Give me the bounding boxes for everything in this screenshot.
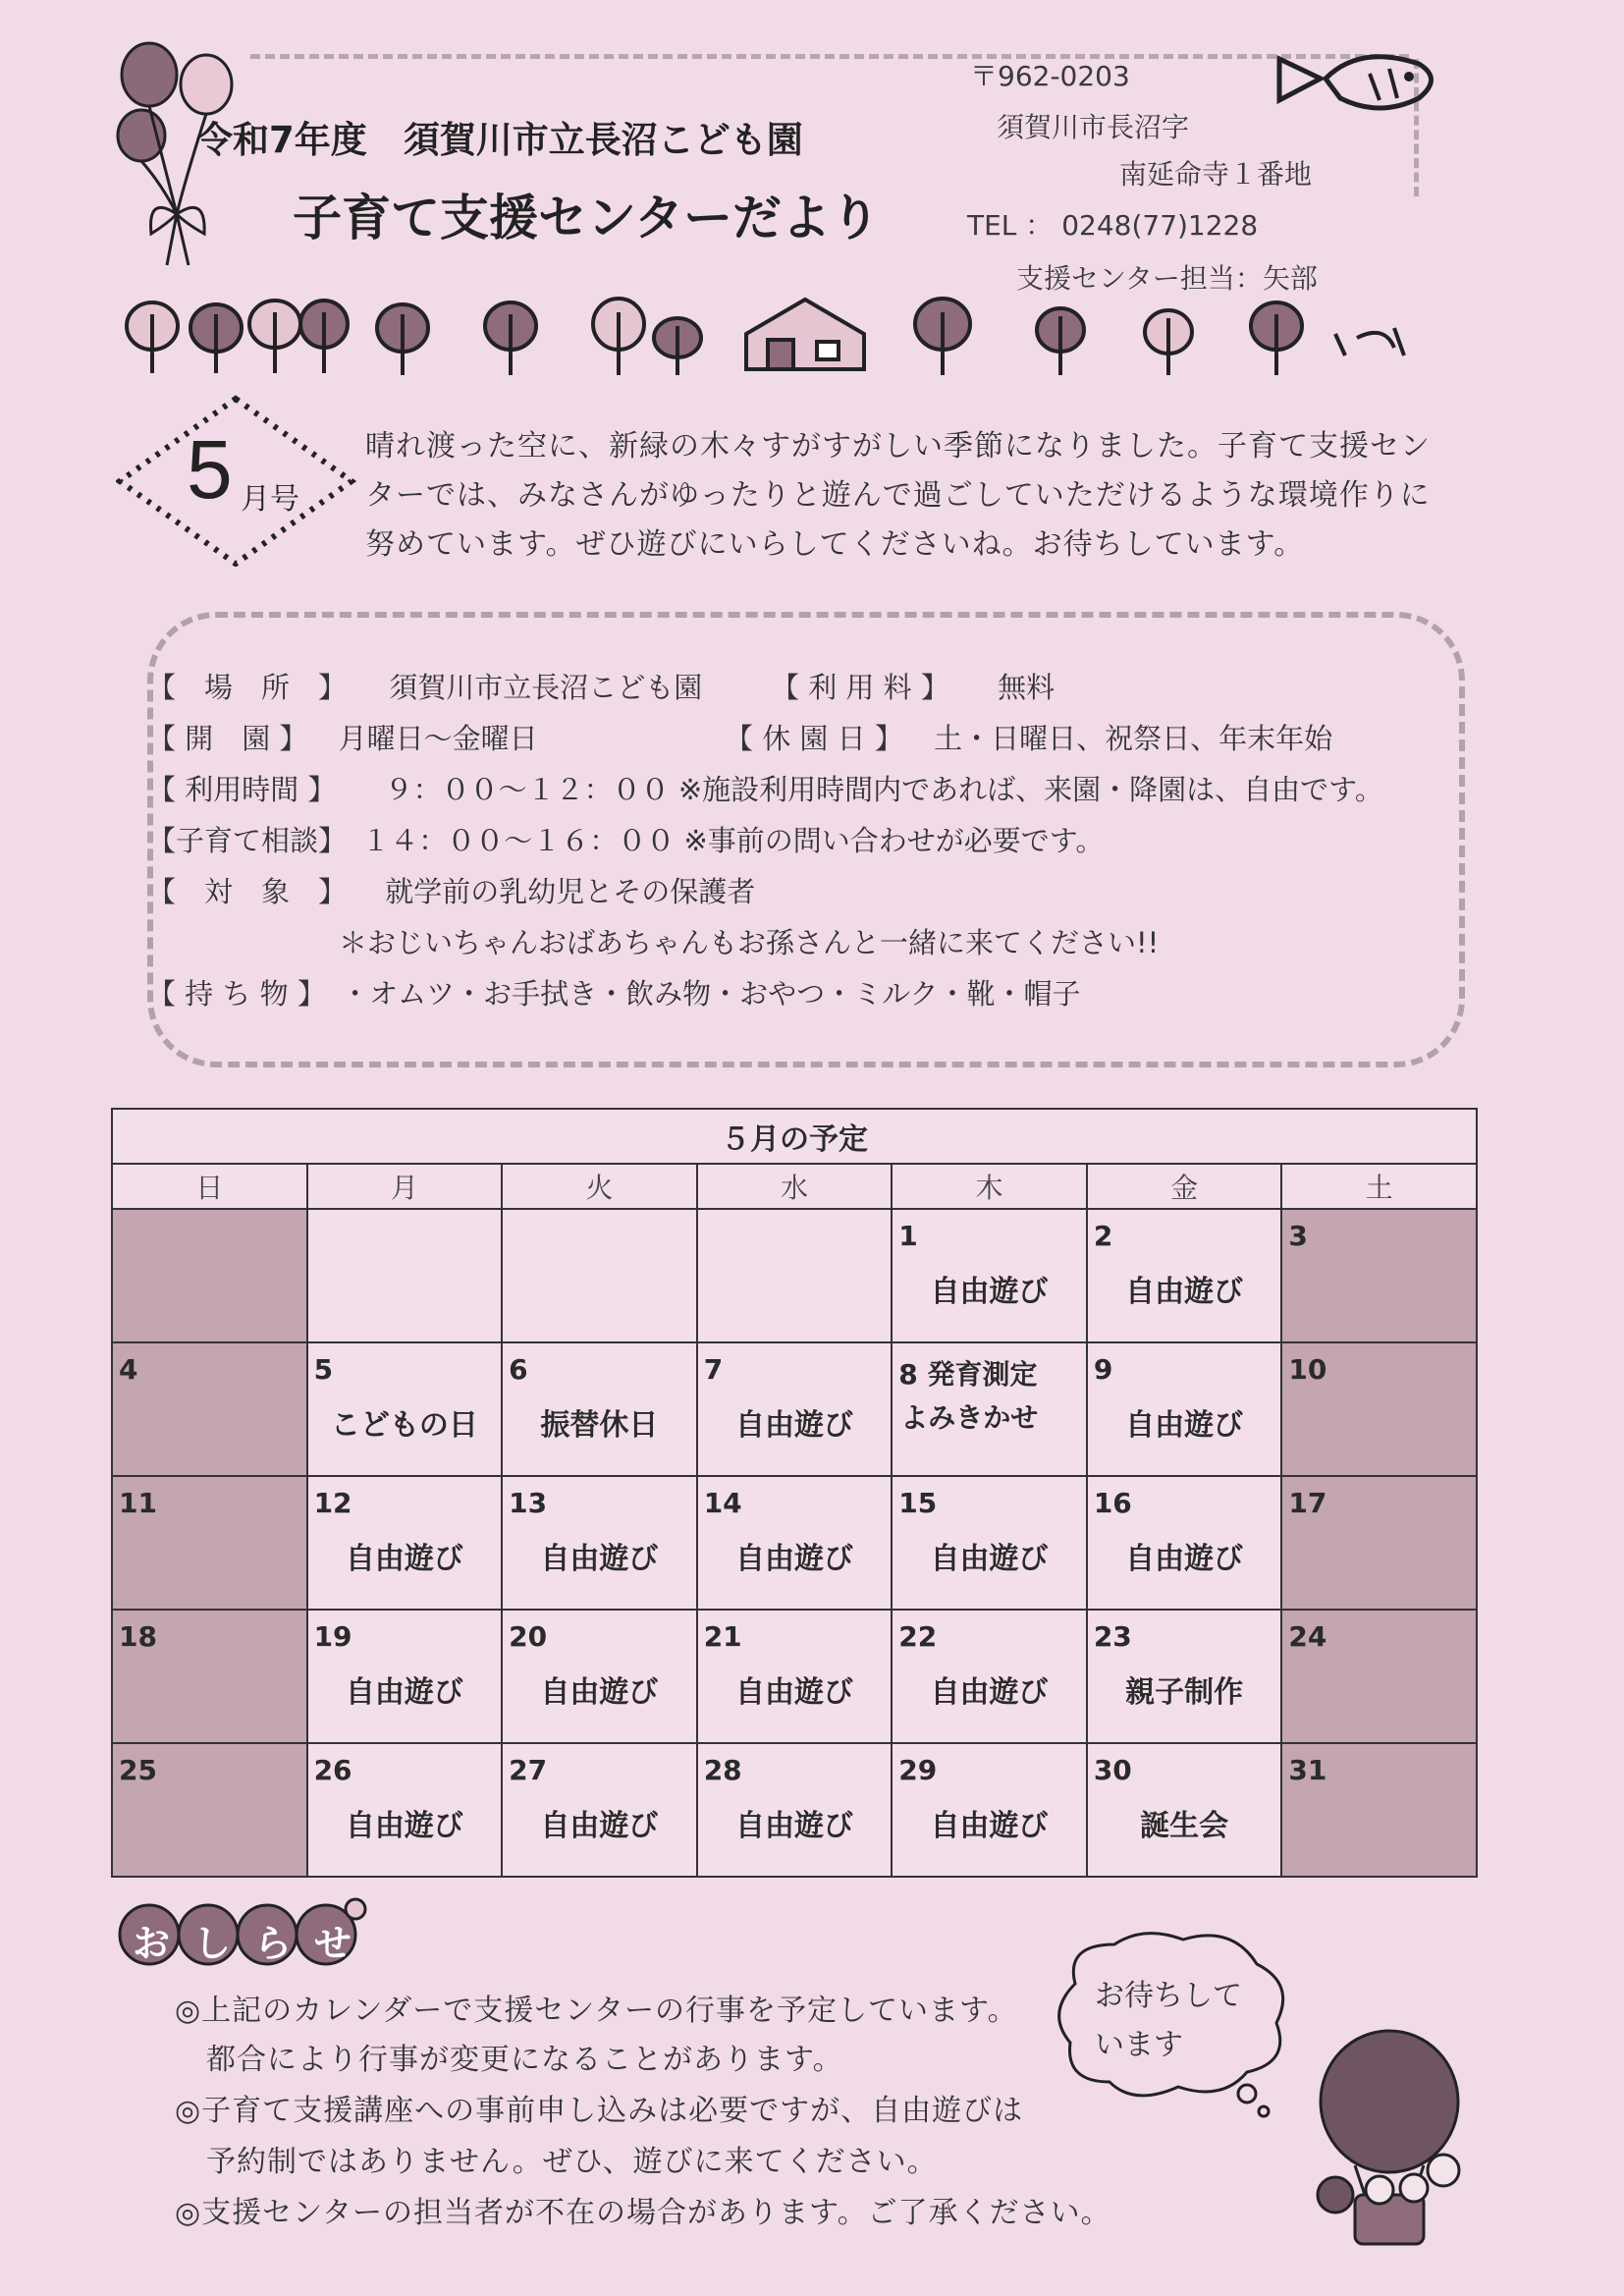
day-number: 7 <box>703 1353 724 1386</box>
calendar-week-row <box>112 1342 1477 1476</box>
info-hours-label: 【 利用時間 】 <box>147 773 337 806</box>
bird-icon <box>1272 39 1448 128</box>
bubble-text-2: います <box>1095 2028 1183 2062</box>
info-target-note: ＊おじいちゃんおばあちゃんもお孫さんと一緒に来てください!! <box>339 926 1160 959</box>
page-title: 子育て支援センターだより <box>293 190 880 246</box>
day-number: 27 <box>509 1754 548 1786</box>
calendar-day-cell <box>892 1743 1087 1877</box>
notice-item-1: ◎上記のカレンダーで支援センターの行事を予定しています。 <box>175 1994 1018 2028</box>
calendar-body <box>112 1209 1477 1877</box>
calendar-day-cell <box>892 1476 1087 1610</box>
header-subtitle: 令和7年度 須賀川市立長沼こども園 <box>196 119 803 161</box>
day-number: 25 <box>119 1754 157 1786</box>
weekday-0: 日 <box>112 1164 307 1209</box>
day-event: 自由遊び <box>540 1542 659 1576</box>
day-number: 10 <box>1288 1353 1327 1386</box>
info-fee-value: 無料 <box>998 671 1056 704</box>
calendar-day-cell <box>697 1610 893 1743</box>
weekday-5: 金 <box>1087 1164 1282 1209</box>
day-event: 自由遊び <box>345 1809 463 1843</box>
weekday-4: 木 <box>892 1164 1087 1209</box>
calendar-week-row <box>112 1743 1477 1877</box>
day-number: 16 <box>1093 1487 1132 1519</box>
calendar-week-row <box>112 1209 1477 1342</box>
day-number: 9 <box>1093 1353 1113 1386</box>
info-consult-row <box>147 819 1104 859</box>
calendar-day-cell <box>1087 1209 1282 1342</box>
info-closed-row <box>725 717 1332 757</box>
day-number: 20 <box>509 1620 548 1653</box>
day-event: 自由遊び <box>540 1809 659 1843</box>
calendar-day-cell <box>307 1209 503 1342</box>
trees-decoration <box>118 295 1453 383</box>
info-fee-row <box>771 666 1055 706</box>
day-number: 4 <box>119 1353 138 1386</box>
calendar-day-cell <box>502 1209 697 1342</box>
day-number: 12 <box>313 1487 352 1519</box>
day-event: 親子制作 <box>1125 1675 1244 1710</box>
calendar-title: ５月の予定 <box>112 1109 1477 1164</box>
day-event: 自由遊び <box>930 1675 1049 1710</box>
info-place-row <box>147 666 702 706</box>
info-hours-value: ９：００～１２：００ ※施設利用時間内であれば、来園・降園は、自由です。 <box>384 773 1383 806</box>
day-event: 誕生会 <box>1140 1809 1229 1843</box>
day-number: 21 <box>703 1620 742 1653</box>
info-bring-value: ・オムツ・お手拭き・飲み物・おやつ・ミルク・靴・帽子 <box>341 977 1081 1011</box>
day-number: 18 <box>119 1620 157 1653</box>
calendar-day-cell <box>697 1209 893 1342</box>
day-event: 自由遊び <box>1125 1275 1244 1309</box>
notice-heading: おしらせ <box>133 1922 375 1965</box>
calendar-week-row <box>112 1476 1477 1610</box>
calendar-day-cell <box>1087 1610 1282 1743</box>
day-number: 19 <box>313 1620 352 1653</box>
info-consult-value: １４：００～１６：００ ※事前の問い合わせが必要です。 <box>361 824 1105 857</box>
issue-month: 5 <box>187 423 233 516</box>
calendar-day-cell <box>307 1342 503 1476</box>
day-number: 3 <box>1288 1220 1308 1252</box>
day-number: 14 <box>703 1487 742 1519</box>
calendar-day-cell <box>307 1610 503 1743</box>
day-event: 自由遊び <box>930 1542 1049 1576</box>
day-number: 23 <box>1093 1620 1132 1653</box>
calendar-day-cell <box>697 1743 893 1877</box>
info-place-label: 【 場 所 】 <box>147 671 348 704</box>
calendar-day-cell <box>697 1476 893 1610</box>
info-open-label: 【 開 園 】 <box>147 722 308 755</box>
day-event: こどもの日 <box>330 1408 478 1443</box>
weekday-header-row <box>112 1164 1477 1209</box>
weekday-6: 土 <box>1281 1164 1477 1209</box>
address-line-2: 南延命寺１番地 <box>1119 158 1313 191</box>
day-number: 22 <box>898 1620 938 1653</box>
calendar-day-cell <box>112 1209 307 1342</box>
info-closed-label: 【 休 園 日 】 <box>725 722 903 755</box>
calendar-day-cell <box>892 1342 1087 1476</box>
calendar-day-cell <box>112 1476 307 1610</box>
calendar-day-cell <box>892 1610 1087 1743</box>
day-number: 8 発育測定 <box>898 1358 1038 1391</box>
info-closed-value: 土・日曜日、祝祭日、年末年始 <box>934 722 1333 755</box>
calendar-day-cell <box>1087 1743 1282 1877</box>
day-event: 自由遊び <box>345 1542 463 1576</box>
notice-item-4: 予約制ではありません。ぜひ、遊びに来てください。 <box>206 2145 938 2179</box>
hot-air-balloon-icon <box>1296 2023 1483 2259</box>
calendar-day-cell <box>112 1743 307 1877</box>
day-event: 自由遊び <box>734 1408 853 1443</box>
info-fee-label: 【 利 用 料 】 <box>771 671 949 704</box>
info-open-row <box>147 717 538 757</box>
calendar-day-cell <box>1087 1342 1282 1476</box>
calendar-day-cell <box>112 1342 307 1476</box>
calendar-table <box>111 1108 1478 1878</box>
calendar-day-cell <box>502 1476 697 1610</box>
info-open-value: 月曜日～金曜日 <box>338 722 538 755</box>
day-number: 15 <box>898 1487 938 1519</box>
notice-item-3: ◎子育て支援講座への事前申し込みは必要ですが、自由遊びは <box>175 2094 1024 2128</box>
day-event: 自由遊び <box>734 1542 853 1576</box>
postal-code: 〒962-0203 <box>970 60 1130 92</box>
day-event: よみきかせ <box>900 1401 1039 1434</box>
info-consult-label: 【子育て相談】 <box>147 824 348 857</box>
calendar-day-cell <box>502 1743 697 1877</box>
day-event: 自由遊び <box>734 1675 853 1710</box>
day-number: 31 <box>1288 1754 1327 1786</box>
day-number: 6 <box>509 1353 528 1386</box>
calendar-day-cell <box>697 1342 893 1476</box>
calendar-week-row <box>112 1610 1477 1743</box>
day-number: 13 <box>509 1487 548 1519</box>
day-number: 26 <box>313 1754 352 1786</box>
intro-text: 晴れ渡った空に、新緑の木々すがすがしい季節になりました。子育て支援センターでは、みなさんがゆったりと遊んで過ごしていただけるような環境作りに努めています。ぜひ遊びにいらしてくださいね。お待ちしています。 <box>365 429 1431 562</box>
weekday-3: 水 <box>697 1164 893 1209</box>
calendar-day-cell <box>1281 1476 1477 1610</box>
calendar-day-cell <box>1087 1476 1282 1610</box>
calendar-day-cell <box>502 1342 697 1476</box>
day-event: 自由遊び <box>734 1809 853 1843</box>
calendar-day-cell <box>892 1209 1087 1342</box>
day-number: 24 <box>1288 1620 1327 1653</box>
telephone: TEL ： 0248(77)1228 <box>967 209 1259 242</box>
day-event: 自由遊び <box>345 1675 463 1710</box>
bubble-text-1: お待ちして <box>1095 1979 1242 2013</box>
day-number: 1 <box>898 1220 918 1252</box>
staff-name: 支援センター担当：矢部 <box>1016 262 1318 295</box>
header-top-border <box>250 54 1409 59</box>
calendar-day-cell <box>1281 1209 1477 1342</box>
day-event: 自由遊び <box>930 1275 1049 1309</box>
weekday-1: 月 <box>307 1164 503 1209</box>
day-event: 自由遊び <box>1125 1408 1244 1443</box>
month-badge-frame <box>116 395 356 567</box>
info-bring-row <box>147 972 1081 1012</box>
calendar-day-cell <box>307 1476 503 1610</box>
day-number: 28 <box>703 1754 742 1786</box>
calendar-day-cell <box>1281 1610 1477 1743</box>
info-hours-row <box>147 768 1383 808</box>
day-number: 29 <box>898 1754 938 1786</box>
day-number: 5 <box>313 1353 334 1386</box>
calendar-day-cell <box>1281 1743 1477 1877</box>
calendar-day-cell <box>307 1743 503 1877</box>
day-number: 11 <box>119 1487 157 1519</box>
day-number: 2 <box>1093 1220 1113 1252</box>
info-place-value: 須賀川市立長沼こども園 <box>389 671 703 704</box>
info-target-label: 【 対 象 】 <box>147 875 348 908</box>
info-bring-label: 【 持 ち 物 】 <box>147 977 326 1011</box>
calendar-day-cell <box>502 1610 697 1743</box>
day-event: 自由遊び <box>930 1809 1049 1843</box>
day-event: 振替休日 <box>540 1408 659 1443</box>
day-number: 30 <box>1093 1754 1132 1786</box>
calendar-day-cell <box>112 1610 307 1743</box>
info-target-row <box>147 870 755 910</box>
notice-item-5: ◎支援センターの担当者が不在の場合があります。ご了承ください。 <box>175 2196 1111 2230</box>
weekday-2: 火 <box>502 1164 697 1209</box>
calendar-day-cell <box>1281 1342 1477 1476</box>
issue-suffix: 月号 <box>241 482 299 517</box>
notice-item-2: 都合により行事が変更になることがあります。 <box>206 2043 843 2077</box>
day-number: 17 <box>1288 1487 1327 1519</box>
day-event: 自由遊び <box>540 1675 659 1710</box>
day-event: 自由遊び <box>1125 1542 1244 1576</box>
address-line-1: 須賀川市長沼字 <box>997 111 1190 143</box>
info-target-value: 就学前の乳幼児とその保護者 <box>385 875 756 908</box>
